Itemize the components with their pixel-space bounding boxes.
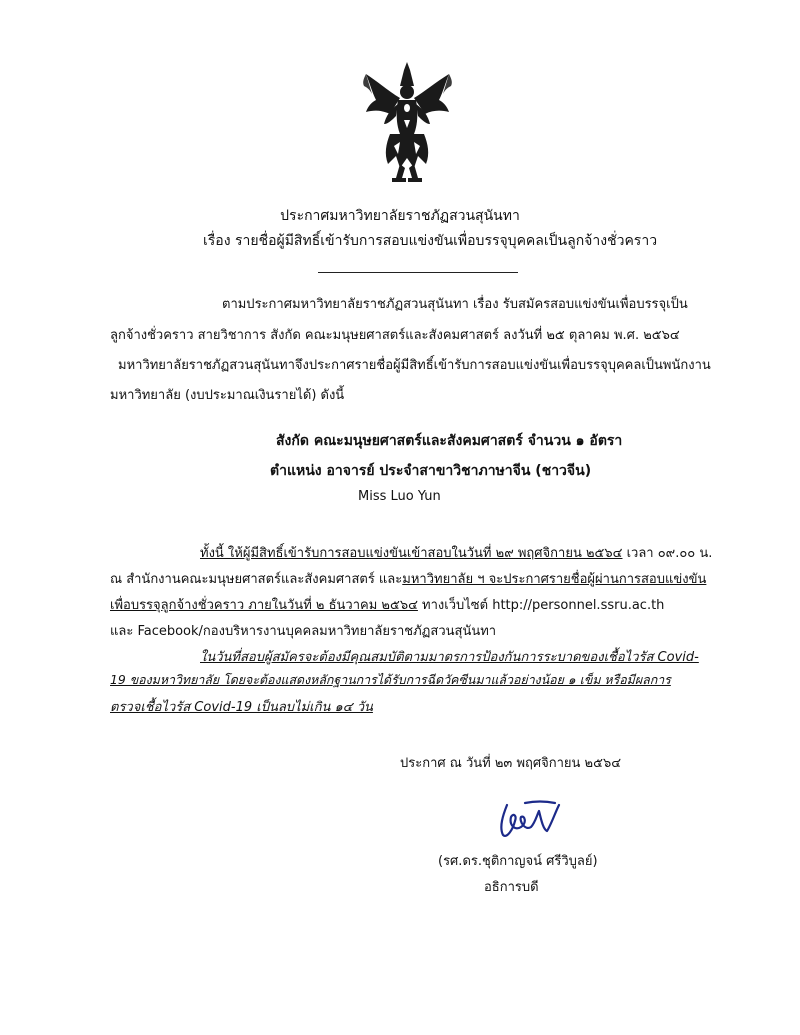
title-divider (318, 272, 518, 273)
exam-time-text: เวลา ๐๙.๐๐ น. (622, 546, 713, 561)
details-line-3 (110, 594, 664, 615)
intro-line-4: มหาวิทยาลัย (งบประมาณเงินรายได้) ดังนี้ (110, 388, 345, 403)
intro-line-1: ตามประกาศมหาวิทยาลัยราชภัฏสวนสุนันทา เรื่อง รับสมัครสอบแข่งขันเพื่อบรรจุเป็น (222, 297, 688, 312)
signature-icon (485, 785, 575, 845)
details-line-1 (200, 542, 712, 563)
announcement-subject: เรื่อง รายชื่อผู้มีสิทธิ์เข้ารับการสอบแข่งขันเพื่อบรรจุบุคคลเป็นลูกจ้างชั่วคราว (203, 233, 658, 249)
candidate-name: Miss Luo Yun (358, 489, 441, 504)
details-line-4: และ Facebook/กองบริหารงานบุคคลมหาวิทยาลัยราชภัฏสวนสุนันทา (110, 624, 497, 639)
exam-location-text: ณ สำนักงานคณะมนุษยศาสตร์และสังคมศาสตร์ และ (110, 572, 403, 587)
exam-date-text: ทั้งนี้ ให้ผู้มีสิทธิ์เข้ารับการสอบแข่งขันเข้าสอบในวันที่ ๒๙ พฤศจิกายน ๒๕๖๔ (200, 546, 623, 561)
website-text: ทางเว็บไซต์ http://personnel.ssru.ac.th (417, 598, 665, 613)
intro-line-3: มหาวิทยาลัยราชภัฏสวนสุนันทาจึงประกาศรายชื่อผู้มีสิทธิ์เข้ารับการสอบแข่งขันเพื่อบรรจุบุคคลเป็นพนักงาน (118, 358, 711, 373)
signer-title: อธิการบดี (484, 880, 539, 895)
result-date-text: เพื่อบรรจุลูกจ้างชั่วคราว ภายในวันที่ ๒ ธันวาคม ๒๕๖๔ (110, 598, 418, 613)
announcement-date: ประกาศ ณ วันที่ ๒๓ พฤศจิกายน ๒๕๖๔ (400, 756, 622, 771)
covid-line-1: ในวันที่สอบผู้สมัครจะต้องมีคุณสมบัติตามมาตรการป้องกันการระบาดของเชื้อไวรัส Covid- (200, 650, 699, 665)
garuda-emblem-icon (360, 60, 455, 185)
signer-name: (รศ.ดร.ชุติกาญจน์ ศรีวิบูลย์) (438, 854, 598, 869)
intro-line-2: ลูกจ้างชั่วคราว สายวิชาการ สังกัด คณะมนุษยศาสตร์และสังคมศาสตร์ ลงวันที่ ๒๕ ตุลาคม พ.ศ. ๒๕๖๔ (110, 328, 680, 343)
position-affiliation: สังกัด คณะมนุษยศาสตร์และสังคมศาสตร์ จำนวน ๑ อัตรา (276, 433, 623, 449)
result-announcement-text: มหาวิทยาลัย ฯ จะประกาศรายชื่อผู้ผ่านการสอบแข่งขัน (402, 572, 707, 587)
position-title: ตำแหน่ง อาจารย์ ประจำสาขาวิชาภาษาจีน (ชาวจีน) (270, 463, 592, 479)
details-line-2 (110, 568, 706, 589)
announcement-title: ประกาศมหาวิทยาลัยราชภัฏสวนสุนันทา (280, 208, 520, 224)
covid-line-2: 19 ของมหาวิทยาลัย โดยจะต้องแสดงหลักฐานการได้รับการฉีดวัคซีนมาแล้วอย่างน้อย ๑ เข็ม หรือมีผลการ (110, 672, 671, 687)
covid-line-3: ตรวจเชื้อไวรัส Covid-19 เป็นลบไม่เกิน ๑๔ วัน (110, 700, 373, 715)
